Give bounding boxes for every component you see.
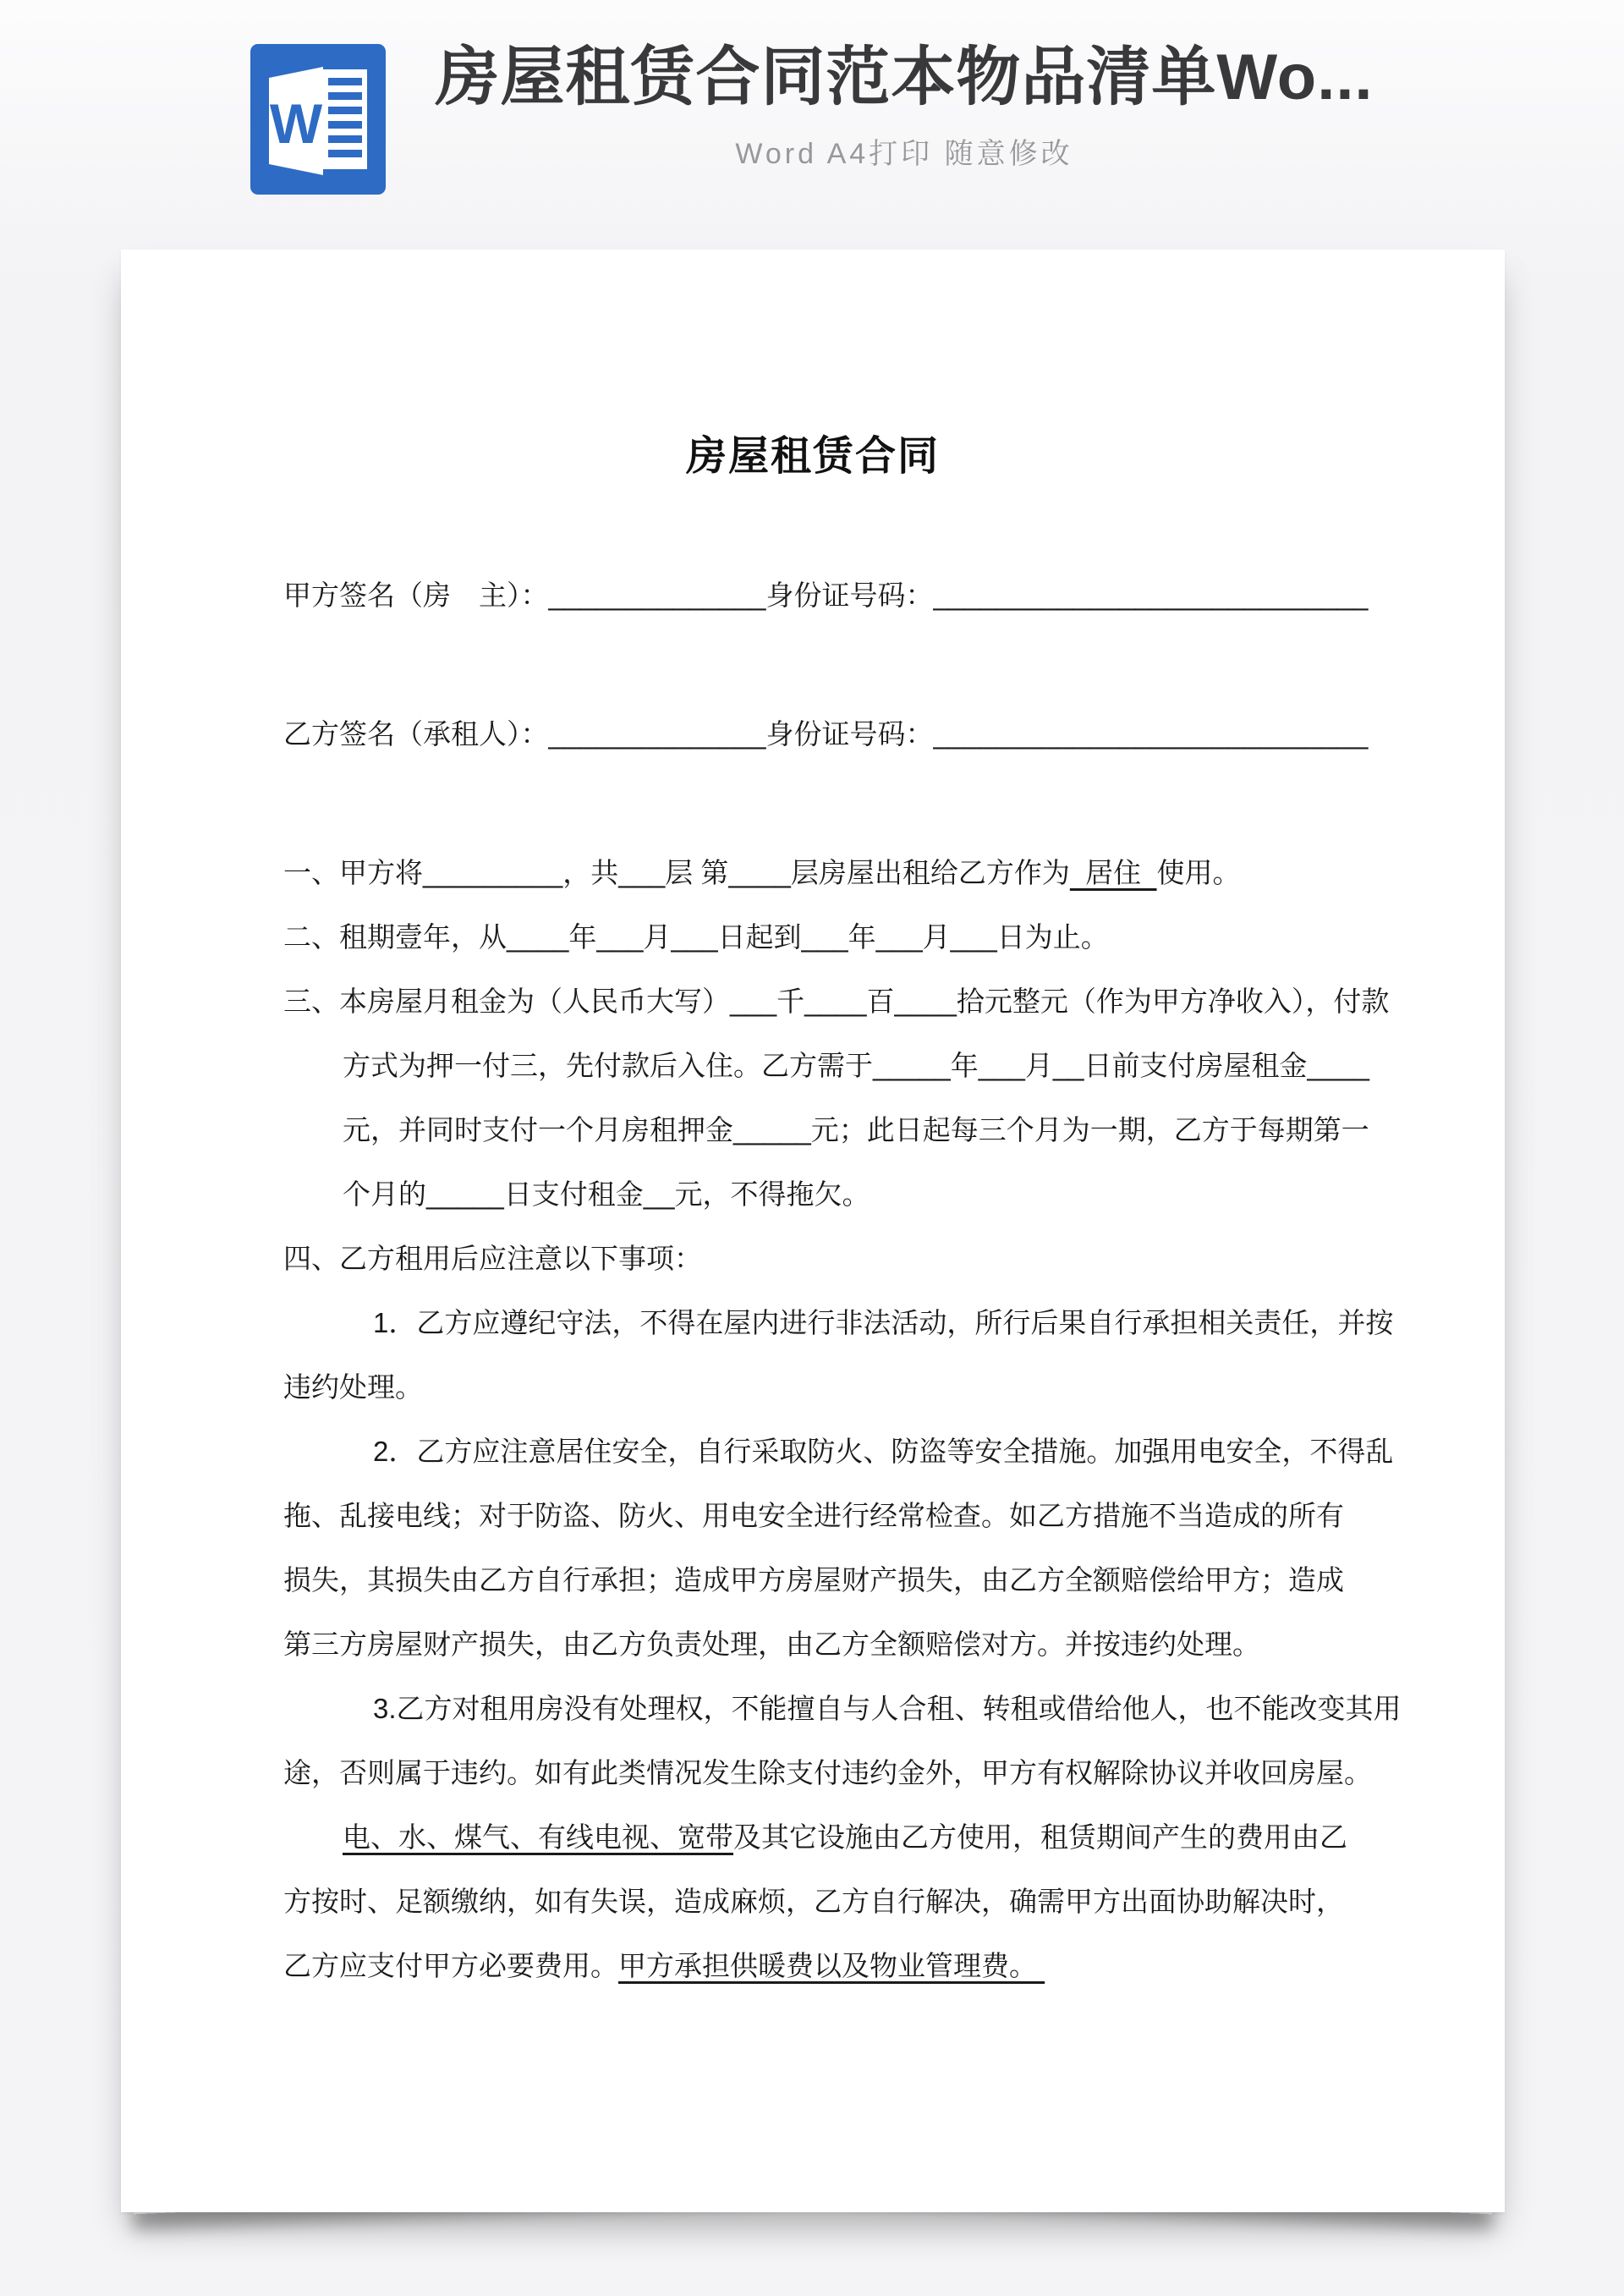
doc-body bbox=[121, 563, 1505, 1998]
text: 日支付租金 bbox=[503, 1178, 644, 1210]
text: _____ bbox=[426, 1178, 504, 1210]
text: ____ bbox=[804, 986, 867, 1017]
text: 百 bbox=[866, 986, 895, 1017]
doc-line bbox=[283, 563, 1395, 628]
text: ______________ bbox=[548, 579, 766, 611]
text: ____________________________ bbox=[933, 579, 1369, 611]
text: ___ bbox=[671, 921, 718, 953]
text: ，共 bbox=[562, 857, 619, 888]
text: ___ bbox=[950, 921, 997, 953]
word-document-icon bbox=[250, 44, 386, 195]
doc-line bbox=[283, 1548, 1395, 1612]
text: __ bbox=[1052, 1050, 1084, 1081]
text: 途，否则属于违约。如有此类情况发生除支付违约金外，甲方有权解除协议并收回房屋。 bbox=[283, 1757, 1372, 1788]
text: 年 bbox=[848, 921, 876, 953]
doc-line bbox=[283, 1355, 1395, 1420]
text: 层房屋出租给乙方作为 bbox=[790, 857, 1070, 888]
doc-line bbox=[283, 1805, 1395, 1870]
text: 一、甲方将 bbox=[283, 857, 423, 888]
text: 乙方应支付甲方必要费用。 bbox=[283, 1950, 618, 1981]
text: ___ bbox=[978, 1050, 1025, 1081]
text: 月 bbox=[1024, 1050, 1053, 1081]
text: 四、乙方租用后应注意以下事项： bbox=[283, 1243, 702, 1274]
text: 1．乙方应遵纪守法，不得在屋内进行非法活动，所行后果自行承担相关责任，并按 bbox=[373, 1307, 1394, 1338]
text: ___ bbox=[596, 921, 644, 953]
text: 二、租期壹年，从 bbox=[283, 921, 507, 953]
text: _____ bbox=[873, 1050, 951, 1081]
document-content bbox=[121, 250, 1505, 1998]
text: 层 第 bbox=[665, 857, 729, 888]
text: 身份证号码： bbox=[765, 718, 934, 750]
text: 日前支付房屋租金 bbox=[1084, 1050, 1308, 1081]
text: 元，并同时支付一个月房租押金 bbox=[343, 1114, 733, 1145]
doc-line bbox=[283, 1227, 1395, 1291]
template-subtitle: Word A4打印 随意修改 bbox=[735, 137, 1073, 170]
doc-line bbox=[283, 1870, 1395, 1934]
doc-line bbox=[283, 1741, 1395, 1805]
text: 乙方签名（承租人）： bbox=[283, 718, 549, 750]
text: 元；此日起每三个月为一期，乙方于每期第一 bbox=[810, 1114, 1369, 1145]
site-header bbox=[0, 41, 1624, 195]
doc-line bbox=[283, 841, 1395, 905]
text: 使用。 bbox=[1156, 857, 1241, 888]
doc-line bbox=[283, 1098, 1395, 1162]
text: 三、本房屋月租金为（人民币大写） bbox=[283, 986, 730, 1017]
text: 拖、乱接电线；对于防盗、防火、用电安全进行经常检查。如乙方措施不当造成的所有 bbox=[283, 1500, 1344, 1531]
text: ___ bbox=[801, 921, 848, 953]
text: 方按时、足额缴纳，如有失误，造成麻烦，乙方自行解决，确需甲方出面协助解决时， bbox=[283, 1886, 1344, 1917]
text: 拾元整元（作为甲方净收入），付款 bbox=[956, 986, 1390, 1017]
text: 日为止。 bbox=[996, 921, 1109, 953]
text: 千 bbox=[776, 986, 805, 1017]
text: ___ bbox=[875, 921, 923, 953]
text: ___ bbox=[618, 857, 666, 888]
text: 个月的 bbox=[343, 1178, 426, 1210]
text: ______________ bbox=[548, 718, 766, 750]
text: 第三方房屋财产损失，由乙方负责处理，由乙方全额赔偿对方。并按违约处理。 bbox=[283, 1629, 1260, 1660]
text: 日起到 bbox=[717, 921, 802, 953]
doc-line bbox=[283, 1420, 1395, 1484]
doc-line bbox=[283, 1291, 1395, 1355]
doc-line bbox=[283, 1612, 1395, 1677]
text: 甲方签名（房 主）： bbox=[283, 579, 549, 611]
text: 方式为押一付三，先付款后入住。乙方需于 bbox=[343, 1050, 873, 1081]
text: 年 bbox=[568, 921, 597, 953]
text: 月 bbox=[643, 921, 672, 953]
contract-title: 房屋租赁合同 bbox=[685, 434, 940, 479]
text: 损失，其损失由乙方自行承担；造成甲方房屋财产损失，由乙方全额赔偿给甲方；造成 bbox=[283, 1564, 1344, 1596]
svg-text:W: W bbox=[270, 92, 323, 155]
underlined-text: 甲方承担供暖费以及物业管理费。 bbox=[618, 1950, 1045, 1981]
doc-line bbox=[283, 905, 1395, 969]
text: 身份证号码： bbox=[765, 579, 934, 611]
text: _________ bbox=[423, 857, 563, 888]
doc-line bbox=[283, 1677, 1402, 1741]
template-title: 房屋租赁合同范本物品清单Wo... bbox=[435, 41, 1374, 113]
text: 3.乙方对租用房没有处理权，不能擅自与人合租、转租或借给他人，也不能改变其用 bbox=[373, 1693, 1402, 1724]
text: ____________________________ bbox=[933, 718, 1369, 750]
underlined-text: 电、水、煤气、有线电视、宽带 bbox=[343, 1821, 733, 1853]
text: ___ bbox=[730, 986, 777, 1017]
doc-line bbox=[283, 1034, 1395, 1098]
document-page bbox=[121, 250, 1505, 2212]
text: 元，不得拖欠。 bbox=[674, 1178, 870, 1210]
header-text bbox=[435, 41, 1374, 172]
underlined-text: 居住 bbox=[1069, 857, 1157, 888]
text: __ bbox=[643, 1178, 675, 1210]
doc-line bbox=[283, 1934, 1395, 1998]
text: 违约处理。 bbox=[283, 1371, 423, 1403]
doc-line bbox=[283, 1484, 1395, 1548]
doc-line bbox=[283, 969, 1395, 1034]
text: 月 bbox=[922, 921, 951, 953]
text: 2．乙方应注意居住安全，自行采取防火、防盗等安全措施。加强用电安全，不得乱 bbox=[373, 1436, 1394, 1467]
text: 年 bbox=[950, 1050, 979, 1081]
text: ____ bbox=[728, 857, 791, 888]
text: ____ bbox=[894, 986, 957, 1017]
text: ____ bbox=[507, 921, 569, 953]
doc-line bbox=[283, 1162, 1395, 1227]
text: 及其它设施由乙方使用，租赁期间产生的费用由乙 bbox=[733, 1821, 1347, 1853]
doc-line bbox=[283, 702, 1395, 766]
text: _____ bbox=[733, 1114, 811, 1145]
text: ____ bbox=[1307, 1050, 1369, 1081]
